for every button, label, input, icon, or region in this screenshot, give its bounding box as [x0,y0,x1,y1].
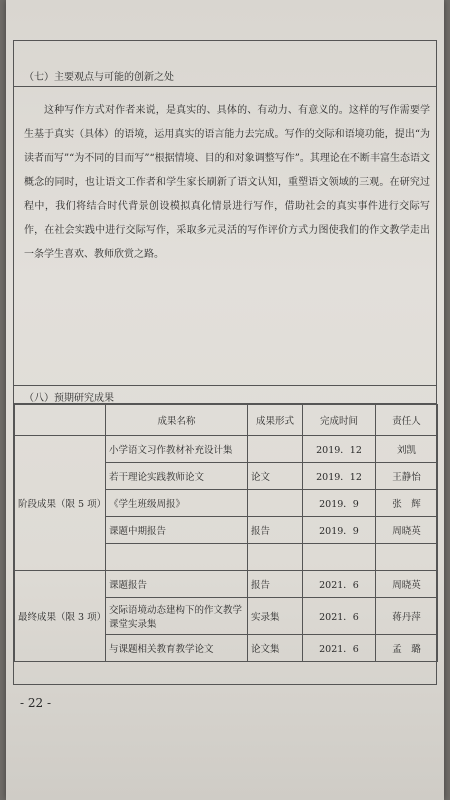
result-form [248,544,303,571]
result-owner: 蒋丹萍 [376,598,438,635]
divider [14,385,436,386]
result-name: 交际语境动态建构下的作文教学课堂实录集 [106,598,248,635]
result-name: 课题报告 [106,571,248,598]
result-time: 2021．6 [303,635,376,662]
result-time: 2021．6 [303,571,376,598]
results-table [14,404,438,662]
result-name: 《学生班级周报》 [106,490,248,517]
result-form: 论文集 [248,635,303,662]
table-header-row [15,405,438,436]
final-label: 最终成果（限 3 项） [15,571,106,662]
result-form: 论文 [248,463,303,490]
result-name: 小学语文习作教材补充设计集 [106,436,248,463]
result-name [106,544,248,571]
result-owner: 周晓英 [376,571,438,598]
section7-paragraph: 这种写作方式对作者来说，是真实的、具体的、有动力、有意义的。这样的写作需要学生基于真实（具体）的语境，运用真实的语言能力去完成。写作的交际和语境功能，提出“为读者而写”“为不同的目而写”“根据情境、目的和对象调整写作”。其理论在不断丰富生态语文概念的同时，也让语文工作者和学生家长刷新了语文认知，重塑语文领域的三观。在研究过程中，我们将结合时代背景创设模拟真化情景进行写作，借助社会的真实事件进行交际写作，在社会实践中进行交际写作，采取多元灵活的写作评价方式力图使我们的作文教学走出一条学生喜欢、教师欣赏之路。 [24,105,430,260]
result-owner: 刘凯 [376,436,438,463]
document-page [6,0,444,800]
result-name: 课题中期报告 [106,517,248,544]
result-time: 2021．6 [303,598,376,635]
result-name: 与课题相关教育教学论文 [106,635,248,662]
result-owner [376,544,438,571]
result-form [248,436,303,463]
section8-title: （八）预期研究成果 [24,393,114,404]
result-name: 若干理论实践教师论文 [106,463,248,490]
header-form: 成果形式 [248,405,303,436]
result-time: 2019．12 [303,436,376,463]
result-form: 报告 [248,571,303,598]
result-form: 报告 [248,517,303,544]
table-row [15,436,438,463]
page-number: - 22 - [20,696,52,710]
header-time: 完成时间 [303,405,376,436]
result-form: 实录集 [248,598,303,635]
section7-title: （七）主要观点与可能的创新之处 [24,72,174,83]
header-blank [15,405,106,436]
header-name: 成果名称 [106,405,248,436]
result-owner: 孟 璐 [376,635,438,662]
result-time: 2019．9 [303,517,376,544]
result-time: 2019．12 [303,463,376,490]
result-owner: 周晓英 [376,517,438,544]
table-row [15,571,438,598]
result-owner: 王静怡 [376,463,438,490]
result-owner: 张 辉 [376,490,438,517]
divider [14,86,436,87]
result-time [303,544,376,571]
form-frame [13,40,437,685]
result-form [248,490,303,517]
header-owner: 责任人 [376,405,438,436]
result-time: 2019．9 [303,490,376,517]
stage-label: 阶段成果（限 5 项） [15,436,106,571]
